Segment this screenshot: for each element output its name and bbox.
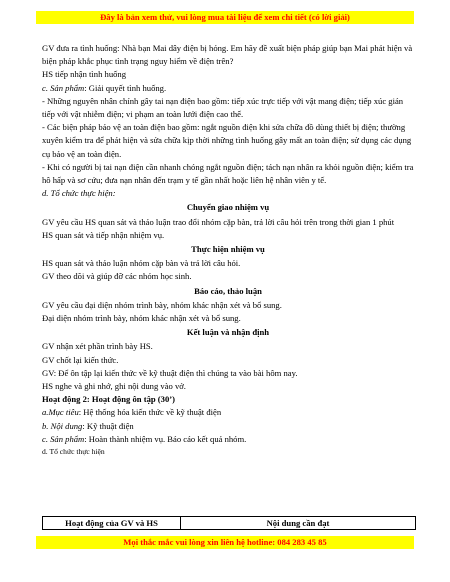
product-text: : Giải quyết tình huống. [84, 82, 167, 93]
product-label: c. Sản phẩm [42, 82, 85, 93]
paragraph: - Khi có người bị tai nạn điện cần nhanh chóng ngắt nguồn điện; tách nạn nhân ra khỏi nguồn điện; kiểm tra hô hấp và sơ cứu; đưa nạn nhân đến trạm y tế gần nhất hoặc liên hệ nhân viên y tế. [42, 161, 414, 186]
paragraph: - Các biện pháp bảo vệ an toàn điện bao gồm: ngắt nguồn điện khi sửa chữa đồ dùng thiết bị điện; thường xuyên kiểm tra để phát hiện và sửa chữa kịp thời những tình huống gây mất an toàn điện; sử dụng các dụng cụ bảo vệ an toàn điện. [42, 122, 412, 159]
activity-product-label: c. Sản phẩm [42, 433, 85, 444]
paragraph: GV yêu cầu đại diện nhóm trình bày, nhóm khác nhận xét và bổ sung. [42, 299, 282, 310]
hotline-footer: Mọi thắc mắc vui lòng xin liên hệ hotline: 084 283 45 85 [36, 536, 414, 549]
paragraph: - Những nguyên nhân chính gây tai nạn điện bao gồm: tiếp xúc trực tiếp với vật mang điện; tiếp xúc gián tiếp với vật nhiễm điện; vi phạm an toàn lưới điện cao thế. [42, 95, 404, 120]
organize-label: d. Tổ chức thực hiện: [42, 188, 116, 199]
paragraph: Đại diện nhóm trình bày, nhóm khác nhận xét và bổ sung. [42, 313, 241, 324]
content-text: : Kỹ thuật điện [82, 420, 134, 431]
table-header-activity: Hoạt động của GV và HS [43, 517, 181, 530]
section-heading-perform: Thực hiện nhiệm vụ [191, 244, 265, 255]
content-label: b. Nội dung [42, 420, 83, 431]
paragraph: HS nghe và ghi nhớ, ghi nội dung vào vở. [42, 381, 186, 392]
paragraph: HS quan sát và tiếp nhận nhiệm vụ. [42, 229, 165, 240]
activity-table [42, 516, 416, 530]
activity-2-title: Hoạt động 2: Hoạt động ôn tập (30’) [42, 394, 175, 405]
paragraph: HS tiếp nhận tình huống [42, 69, 127, 80]
goal-text: : Hệ thống hóa kiến thức về kỹ thuật điện [78, 407, 222, 418]
paragraph: GV yêu cầu HS quan sát và thảo luận trao đổi nhóm cặp bàn, trả lời câu hỏi trên trong thời gian 1 phút [42, 216, 395, 227]
section-heading-report: Báo cáo, thảo luận [194, 285, 262, 296]
paragraph: GV theo dõi và giúp đỡ các nhóm học sinh. [42, 271, 192, 282]
preview-banner: Đây là bản xem thử, vui lòng mua tài liệu để xem chi tiết (có lời giải) [36, 11, 414, 24]
table-header-row [43, 517, 416, 530]
paragraph [42, 406, 414, 419]
paragraph: HS quan sát và thảo luận nhóm cặp bàn và trả lời câu hỏi. [42, 258, 241, 269]
document-body [42, 42, 414, 458]
paragraph [42, 82, 414, 95]
paragraph: GV chốt lại kiến thức. [42, 354, 119, 365]
section-heading-assign: Chuyển giao nhiệm vụ [186, 202, 270, 213]
section-heading-conclude: Kết luận và nhận định [186, 327, 270, 338]
activity-organize-label: d. Tổ chức thực hiện [42, 447, 105, 457]
paragraph [42, 433, 414, 446]
paragraph: GV: Để ôn tập lại kiến thức về kỹ thuật điện thì chúng ta vào bài hôm nay. [42, 367, 298, 378]
goal-label: a.Mục tiêu [42, 407, 79, 418]
table-header-content: Nội dung cần đạt [181, 517, 416, 530]
paragraph [42, 420, 414, 433]
paragraph: GV đưa ra tình huống: Nhà bạn Mai dây điện bị hỏng. Em hãy đề xuất biện pháp giúp bạn Mai phát hiện và biện pháp khắc phục tình trạng nguy hiểm về điện trên? [42, 43, 413, 67]
activity-product-text: : Hoàn thành nhiệm vụ. Báo cáo kết quả nhóm. [84, 433, 247, 444]
paragraph: GV nhận xét phần trình bày HS. [42, 341, 153, 352]
